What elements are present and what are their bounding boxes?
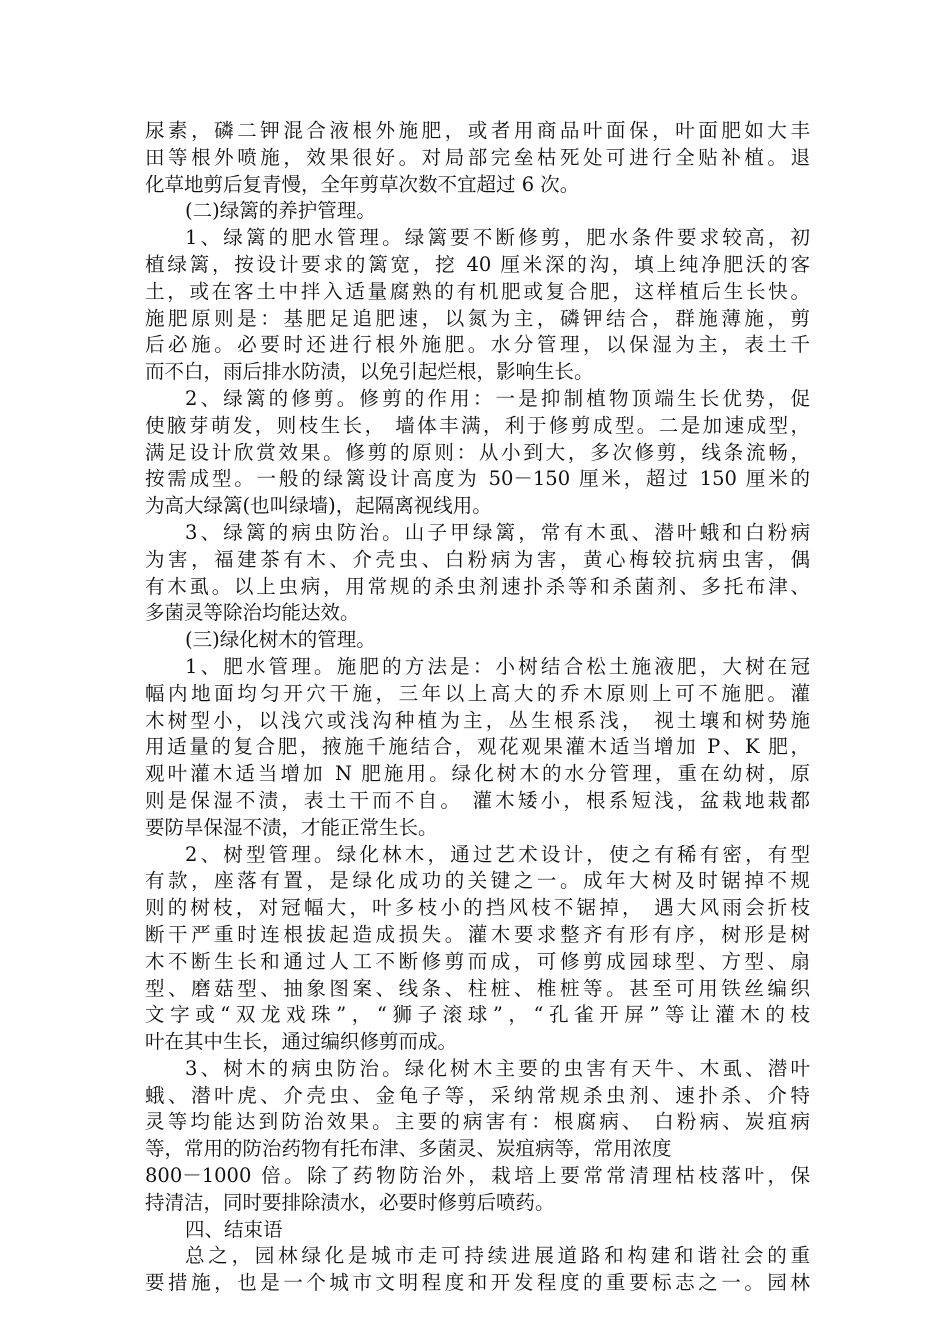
text-line: 而不白，雨后排水防渍，以免引起烂根，影响生长。 [145,360,594,384]
text-line: 3、树木的病虫防治。绿化树木主要的虫害有天牛、木虱、潜叶 [185,1056,810,1080]
text-line: 型、磨菇型、抽象图案、线条、柱桩、椎桩等。甚至可用铁丝编织 [145,976,810,1000]
text-line: 文字或“双龙戏珠”，“狮子滚球”，“孔雀开屏”等让灌木的枝 [145,1003,810,1027]
text-line: 叶在其中生长，通过编织修剪而成。 [145,1030,458,1054]
text-line: 800－1000 倍。除了药物防治外，栽培上要常常清理枯枝落叶，保 [145,1164,810,1188]
text-line: 2、绿篱的修剪。修剪的作用：一是抑制植物顶端生长优势，促 [185,386,810,410]
document-body [145,118,810,1297]
text-line: 木不断生长和通过人工不断修剪而成，可修剪成园球型、方型、扇 [145,949,810,973]
text-line: 有木虱。以上虫病，用常规的杀虫剂速扑杀等和杀菌剂、多托布津、 [145,574,810,598]
text-line: 要措施，也是一个城市文明程度和开发程度的重要标志之一。园林 [145,1271,810,1295]
text-line: 使腋芽萌发，则枝生长， 墙体丰满，利于修剪成型。二是加速成型， [145,413,810,437]
text-line: 田等根外喷施，效果很好。对局部完垒枯死处可进行全贴补植。退 [145,145,810,169]
text-line: 要防旱保湿不渍，才能正常生长。 [145,815,438,839]
text-line: (三)绿化树木的管理。 [185,628,376,652]
text-line: 化草地剪后复青慢，全年剪草次数不宜超过 6 次。 [145,172,580,196]
text-line: 则是保湿不渍，表土干而不自。 灌木矮小，根系短浅，盆栽地栽都 [145,788,810,812]
text-line: 等，常用的防治药物有托布津、多菌灵、炭疽病等，常用浓度 [145,1137,672,1161]
text-line: 断干严重时连根拔起造成损失。灌木要求整齐有形有序，树形是树 [145,922,810,946]
text-line: 施肥原则是：基肥足追肥速，以氮为主，磷钾结合，群施薄施，剪 [145,306,810,330]
text-line: 四、结束语 [185,1217,283,1241]
text-line: 蛾、潜叶虎、介壳虫、金龟子等，采纳常规杀虫剂、速扑杀、介特 [145,1083,810,1107]
text-line: 幅内地面均匀开穴干施，三年以上高大的乔木原则上可不施肥。灌 [145,681,810,705]
text-line: 满足设计欣赏效果。修剪的原则：从小到大，多次修剪，线条流畅， [145,440,810,464]
text-line: 用适量的复合肥，掖施千施结合，观花观果灌木适当增加 P、K 肥， [145,735,810,759]
text-line: 持清洁，同时要排除渍水，必要时修剪后喷药。 [145,1190,555,1214]
text-line: 有款，座落有置，是绿化成功的关键之一。成年大树及时锯掉不规 [145,869,810,893]
text-line: 则的树枝，对冠幅大，叶多枝小的挡风枝不锯掉， 遇大风雨会折枝 [145,896,810,920]
text-line: 后必施。必要时还进行根外施肥。水分管理，以保湿为主，表土千 [145,333,810,357]
text-line: 1、肥水管理。施肥的方法是：小树结合松土施液肥，大树在冠 [185,654,810,678]
text-line: 2、树型管理。绿化林木，通过艺术设计，使之有稀有密，有型 [185,842,810,866]
text-line: 总之，园林绿化是城市走可持续进展道路和构建和谐社会的重 [185,1244,810,1268]
text-line: 按需成型。一般的绿篱设计高度为 50－150 厘米，超过 150 厘米的 [145,467,810,491]
text-line: 1、绿篱的肥水管理。绿篱要不断修剪，肥水条件要求较高，初 [185,226,810,250]
text-line: 土，或在客土中拌入适量腐熟的有机肥或复合肥，这样植后生长快。 [145,279,810,303]
text-line: 尿素，磷二钾混合液根外施肥，或者用商品叶面保，叶面肥如大丰 [145,119,810,142]
text-line: 多菌灵等除治均能达效。 [145,601,360,625]
text-line: 为害，福建茶有木、介壳虫、白粉病为害，黄心梅较抗病虫害，偶 [145,547,810,571]
text-line: 3、绿篱的病虫防治。山子甲绿篱，常有木虱、潜叶蛾和白粉病 [185,520,810,544]
text-line: (二)绿篱的养护管理。 [185,199,376,223]
text-line: 观叶灌木适当增加 N 肥施用。绿化树木的水分管理，重在幼树，原 [145,762,810,786]
text-line: 为高大绿篱(也叫绿墙)，起隔离视线用。 [145,494,492,518]
text-line: 木树型小，以浅穴或浅沟种植为主，丛生根系浅， 视土壤和树势施 [145,708,810,732]
text-line: 植绿篱，按设计要求的篱宽，挖 40 厘米深的沟，填上纯净肥沃的客 [145,252,810,276]
text-line: 灵等均能达到防治效果。主要的病害有：根腐病、 白粉病、炭疽病 [145,1110,810,1134]
